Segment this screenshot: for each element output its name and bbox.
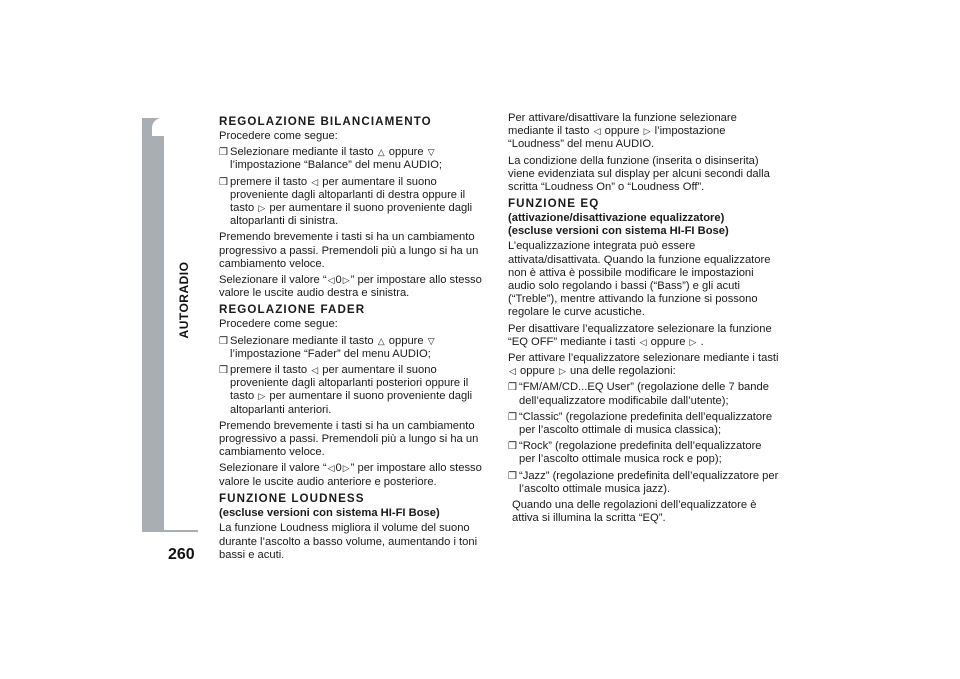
section-label: AUTORADIO [177, 261, 191, 339]
fader-step-2: ❒ premere il tasto ◁ per aumentare il suono proveniente dagli altoparlanti posteriori oppure il tasto ▷ per aumentare il suono proveniente dagli altoparlanti anteriori. [219, 364, 473, 416]
checkbox-bullet-icon: ❒ [508, 411, 517, 423]
loudness-paragraph-3: La condizione della funzione (inserita o disinserita) viene evidenziata sul display per alcuni secondi dalla scritta “Loudness On” o “Loudness Off”. [508, 154, 770, 194]
fader-paragraph-2: Selezionare il valore “◁0▷” per impostare allo stesso valore le uscite audio anteriore e posteriore. [219, 462, 482, 488]
fader-paragraph-1: Premendo brevemente i tasti si ha un cambiamento progressivo a passi. Premendoli più a lungo si ha un cambiamento veloce. [219, 419, 479, 459]
arrow-right-icon: ▷ [258, 391, 266, 402]
balance-heading: REGOLAZIONE BILANCIAMENTO [219, 115, 432, 128]
eq-paragraph-2: Per disattivare l’equalizzatore selezionare la funzione “EQ OFF” mediante i tasti ◁ oppure ▷ . [508, 322, 772, 348]
checkbox-bullet-icon: ❒ [508, 441, 517, 453]
eq-option-user: ❒ “FM/AM/CD...EQ User” (regolazione delle 7 bande dell’equalizzatore modificabile dall’utente); [508, 381, 769, 407]
loudness-paragraph-2: Per attivare/disattivare la funzione selezionare mediante il tasto ◁ oppure ▷ l’impostazione “Loudness” del menu AUDIO. [508, 112, 737, 151]
eq-option-classic: ❒ “Classic” (regolazione predefinita dell’equalizzatore per l’ascolto ottimale di musica classica); [508, 410, 773, 437]
arrow-up-icon: △ [377, 147, 385, 158]
eq-option-rock: ❒ “Rock” (regolazione predefinita dell’equalizzatore per l’ascolto ottimale musica rock e pop); [508, 440, 762, 466]
arrow-right-icon: ▷ [689, 336, 697, 347]
left-column [219, 112, 491, 565]
balance-step-1: ❒ Selezionare mediante il tasto △ oppure ▽ l’impostazione “Balance” del menu AUDIO; [219, 146, 443, 172]
eq-paragraph-4: Quando una delle regolazioni dell’equalizzatore è attiva si illumina la scritta “EQ”. [512, 499, 757, 525]
arrow-left-icon: ◁ [509, 366, 516, 377]
checkbox-bullet-icon: ❒ [508, 470, 517, 482]
arrow-left-icon: ◁ [593, 126, 601, 137]
arrow-left-icon: ◁ [311, 176, 319, 187]
loudness-paragraph-1: La funzione Loudness migliora il volume del suono durante l’ascolto a basso volume, aumentando i toni bassi e acuti. [219, 522, 478, 561]
eq-subheading-2: (escluse versioni con sistema HI-FI Bose) [508, 224, 729, 237]
arrow-left-icon: ◁ [327, 275, 335, 286]
arrow-right-icon: ▷ [643, 126, 651, 137]
arrow-down-icon: ▽ [427, 335, 435, 346]
checkbox-bullet-icon: ❒ [219, 365, 228, 377]
arrow-right-icon: ▷ [258, 203, 266, 214]
arrow-right-icon: ▷ [342, 463, 350, 474]
eq-option-jazz: ❒ “Jazz” (regolazione predefinita dell’equalizzatore per l’ascolto ottimale musica jazz). [508, 469, 779, 495]
arrow-down-icon: ▽ [427, 147, 435, 158]
arrow-left-icon: ◁ [639, 336, 647, 347]
balance-intro: Procedere come segue: [219, 130, 338, 142]
balance-paragraph-2: Selezionare il valore “◁0▷” per impostare allo stesso valore le uscite audio destra e sinistra. [219, 274, 482, 300]
eq-paragraph-1: L’equalizzazione integrata può essere attivata/disattivata. Quando la funzione equalizzatore non è attiva è possibile modificare le impostazioni audio solo regolando i bassi (“Bass”) e gli acuti (“Treble”), mentre attivando la funzione si possono regolare le curve acustiche. [508, 240, 771, 319]
arrow-up-icon: △ [377, 335, 385, 346]
checkbox-bullet-icon: ❒ [219, 335, 228, 347]
balance-step-2: ❒ premere il tasto ◁ per aumentare il suono proveniente dagli altoparlanti di destra oppure il tasto ▷ per aumentare il suono proveniente dagli altoparlanti di sinistra. [219, 175, 473, 228]
loudness-heading: FUNZIONE LOUDNESS [219, 491, 365, 505]
eq-subheading-1: (attivazione/disattivazione equalizzatore) [508, 212, 725, 225]
arrow-right-icon: ▷ [558, 366, 566, 377]
checkbox-bullet-icon: ❒ [508, 382, 517, 394]
arrow-right-icon: ▷ [342, 275, 350, 286]
side-tab-line [142, 530, 198, 532]
arrow-left-icon: ◁ [311, 365, 319, 376]
checkbox-bullet-icon: ❒ [219, 176, 228, 188]
eq-heading: FUNZIONE EQ [508, 197, 600, 211]
page-number: 260 [168, 546, 195, 563]
checkbox-bullet-icon: ❒ [219, 147, 228, 159]
side-tab-bar [142, 118, 164, 530]
fader-heading: REGOLAZIONE FADER [219, 303, 366, 317]
arrow-left-icon: ◁ [327, 463, 335, 474]
right-column [508, 112, 780, 528]
fader-step-1: ❒ Selezionare mediante il tasto △ oppure ▽ l’impostazione “Fader” del menu AUDIO; [219, 334, 435, 360]
fader-intro: Procedere come segue: [219, 318, 338, 331]
balance-paragraph-1: Premendo brevemente i tasti si ha un cambiamento progressivo a passi. Premendoli più a lungo si ha un cambiamento veloce. [219, 231, 479, 270]
eq-paragraph-3: Per attivare l’equalizzatore selezionare mediante i tasti ◁ oppure ▷ una delle regolazioni: [508, 352, 779, 378]
loudness-subheading: (escluse versioni con sistema HI-FI Bose) [219, 506, 440, 519]
